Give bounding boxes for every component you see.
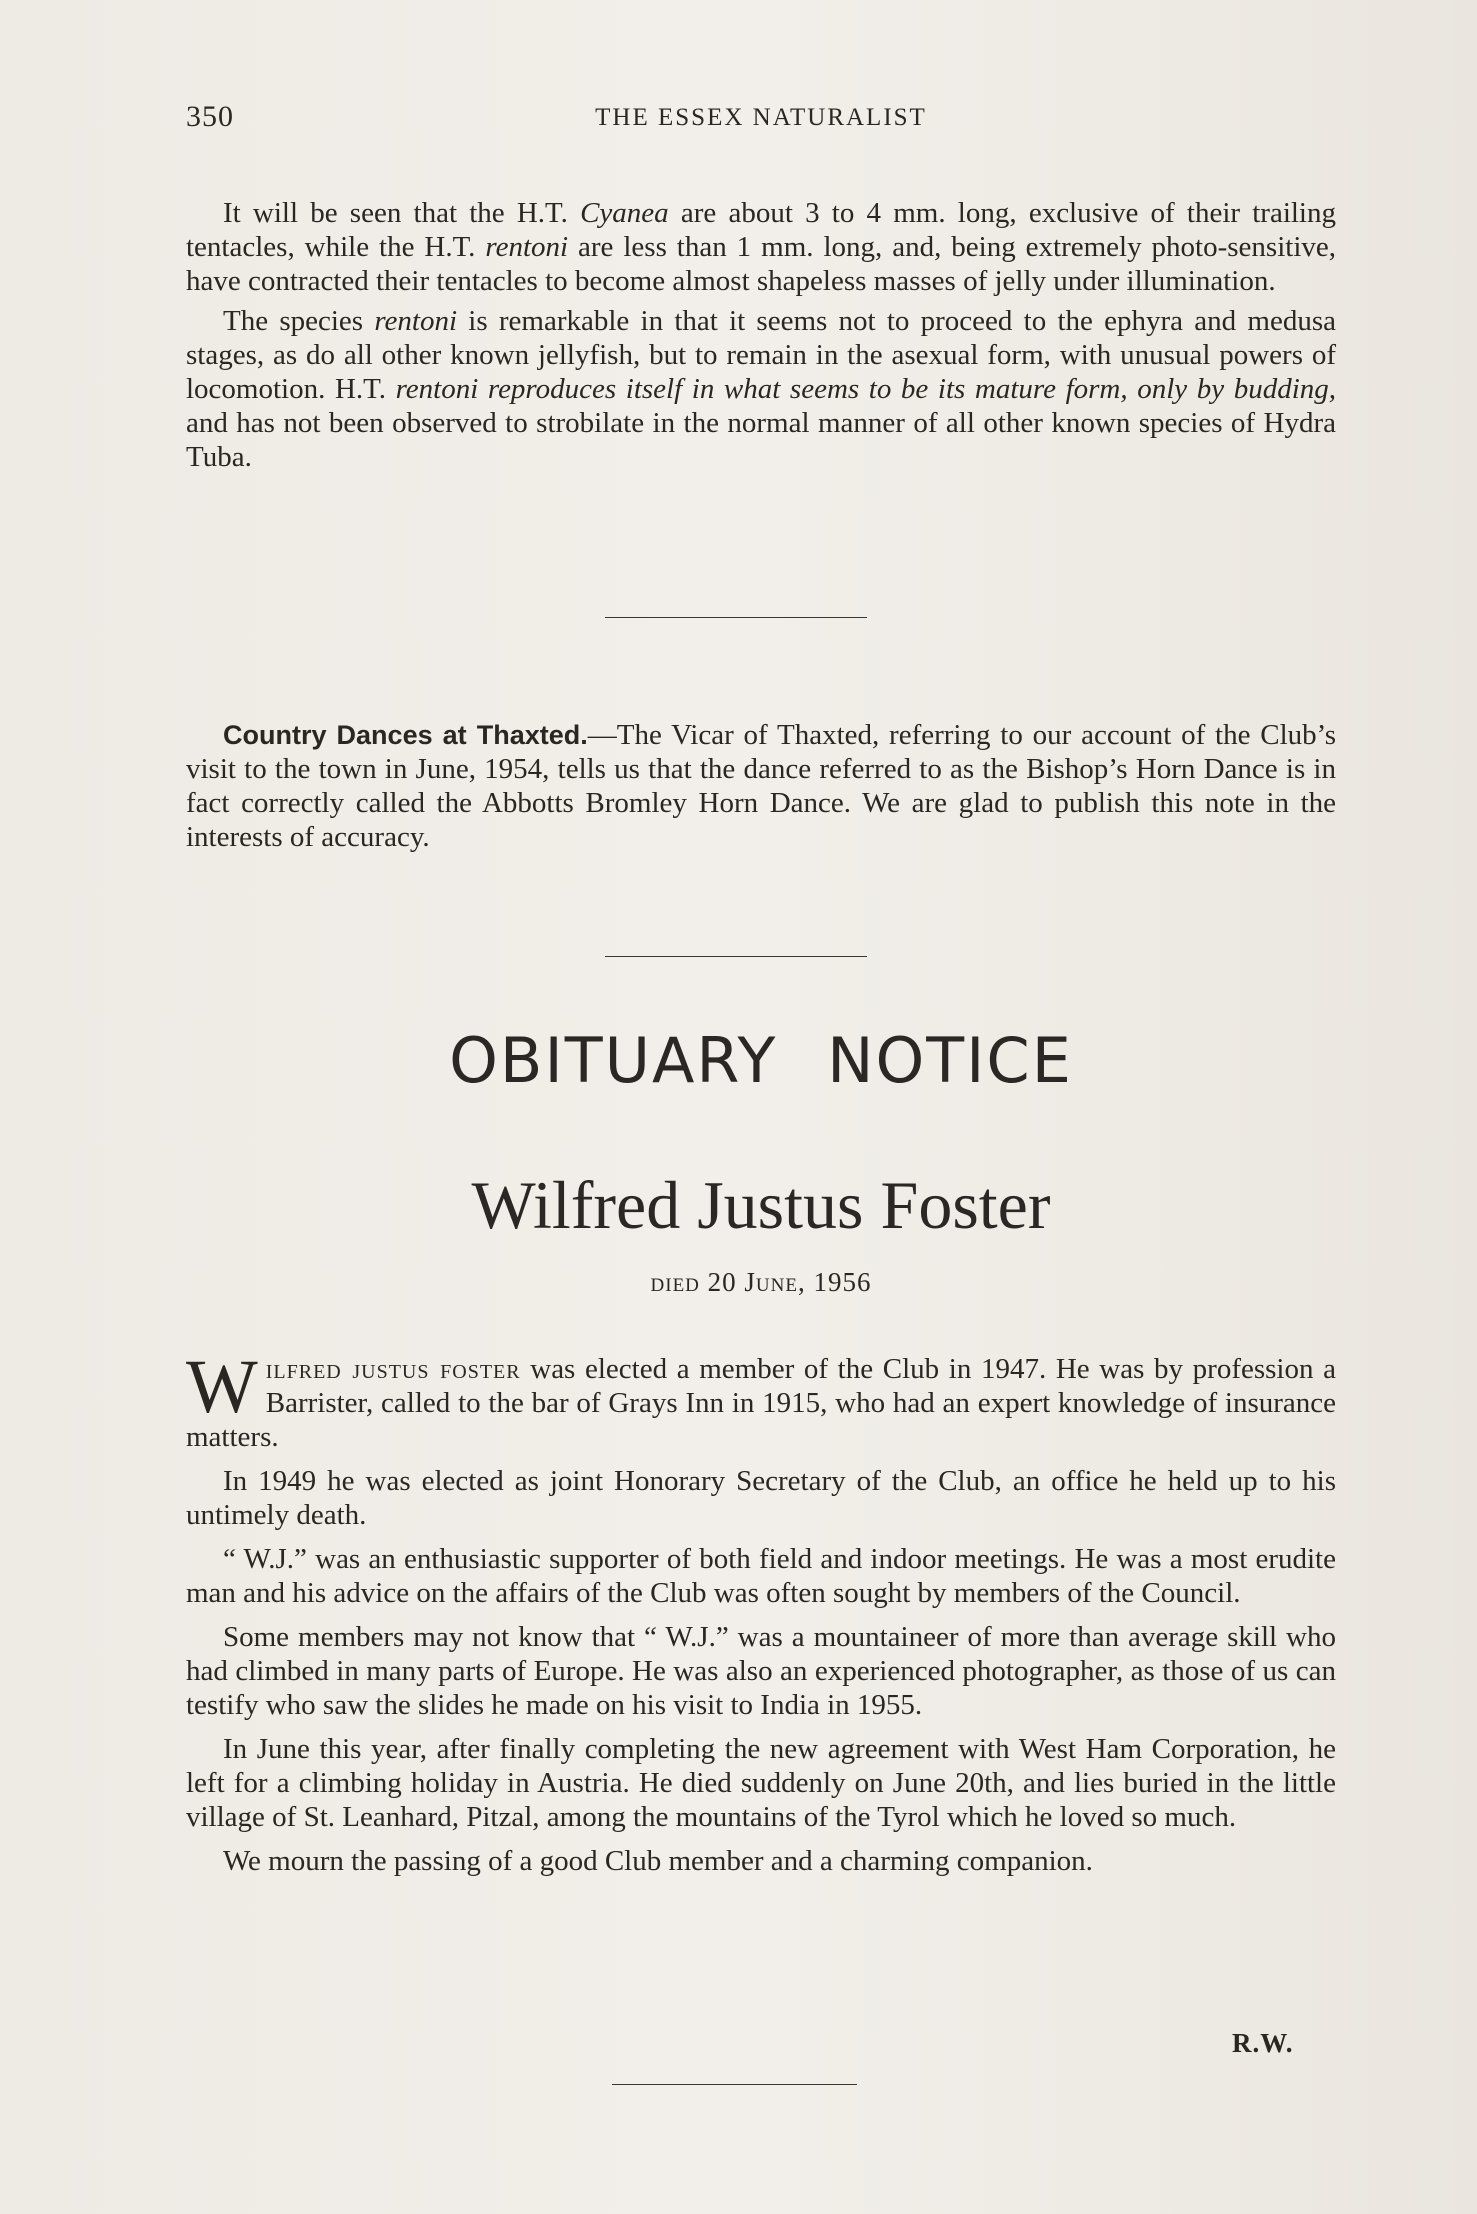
text-run: are less than 1 mm. long, and, being extremely photo-sensitive, have contracted their tentacles to become almost shapeless masses of jelly under illumination. xyxy=(186,231,1336,297)
obituary-paragraph: In 1949 he was elected as joint Honorary Secretary of the Club, an office he held up to his untimely death. xyxy=(186,1465,1336,1531)
obituary-death-date xyxy=(186,1267,1336,1298)
obituary-paragraph: In June this year, after finally completing the new agreement with West Ham Corporation, he left for a climbing holiday in Austria. He died suddenly on June 20th, and lies buried in the little village of St. Leanhard, Pitzal, among the mountains of the Tyrol which he loved so much. xyxy=(186,1733,1336,1833)
text-run: is remarkable in that it seems not to proceed to the ephyra and medusa stages, as do all other known jellyfish, but to remain in the asexual form, with unusual powers of locomotion. H.T. xyxy=(186,305,1336,405)
closing-rule xyxy=(612,2084,857,2085)
obituary-paragraph: Some members may not know that “ W.J.” was a mountaineer of more than average skill who had climbed in many parts of Europe. He was also an experienced photographer, as those of us can testify who saw the slides he made on his visit to India in 1955. xyxy=(186,1621,1336,1721)
author-signature: R.W. xyxy=(1232,2028,1294,2058)
lead-in: ilfred justus foster xyxy=(265,1353,521,1385)
obituary-heading: OBITUARY NOTICE xyxy=(449,1024,1073,1097)
italic-passage: rentoni reproduces itself in what seems to be its mature form, only by budding, xyxy=(395,373,1337,405)
text-run: It will be seen that the H.T. xyxy=(223,197,581,229)
paragraph-cyanea-size xyxy=(186,196,1336,298)
text-run: was elected a member of the Club in 1947. He was by profession a Barrister, called to the bar of Grays Inn in 1915, who had an expert knowledge of insurance matters. xyxy=(186,1353,1336,1453)
note-heading: Country Dances at Thaxted. xyxy=(223,720,588,750)
page-header xyxy=(186,100,1336,150)
text-run: The species xyxy=(223,305,375,337)
obituary-paragraph: We mourn the passing of a good Club member and a charming companion. xyxy=(223,1845,1093,1877)
running-title: THE ESSEX NATURALIST xyxy=(595,104,927,131)
paragraph-rentoni xyxy=(186,304,1336,474)
species-name: rentoni xyxy=(485,231,569,263)
obituary-body xyxy=(186,1345,1336,1878)
died-label: died xyxy=(650,1267,700,1297)
section-divider xyxy=(605,617,867,618)
died-date: 20 June, 1956 xyxy=(707,1267,872,1297)
section-divider xyxy=(605,956,867,957)
text-run: and has not been observed to strobilate in the normal manner of all other known species of Hydra Tuba. xyxy=(186,407,1336,473)
species-name: rentoni xyxy=(374,305,458,337)
note-paragraph xyxy=(186,718,1336,854)
thaxted-note xyxy=(186,718,1336,854)
obituary-paragraph xyxy=(186,1345,1336,1454)
note-body: —The Vicar of Thaxted, referring to our account of the Club’s visit to the town in June, 1954, tells us that the dance referred to as the Bishop’s Horn Dance is in fact correctly called the Abbotts Bromley Horn Dance. We are glad to publish this note in the interests of accuracy. xyxy=(186,719,1337,853)
page-number: 350 xyxy=(186,100,234,133)
text-run: are about 3 to 4 mm. long, exclusive of their trailing tentacles, while the H.T. xyxy=(186,197,1336,263)
species-name: Cyanea xyxy=(580,197,669,229)
obituary-paragraph: “ W.J.” was an enthusiastic supporter of both field and indoor meetings. He was a most erudite man and his advice on the affairs of the Club was often sought by members of the Council. xyxy=(186,1543,1336,1609)
jellyfish-section xyxy=(186,196,1336,480)
obituary-name: Wilfred Justus Foster xyxy=(471,1167,1051,1243)
drop-cap: W xyxy=(186,1345,258,1429)
